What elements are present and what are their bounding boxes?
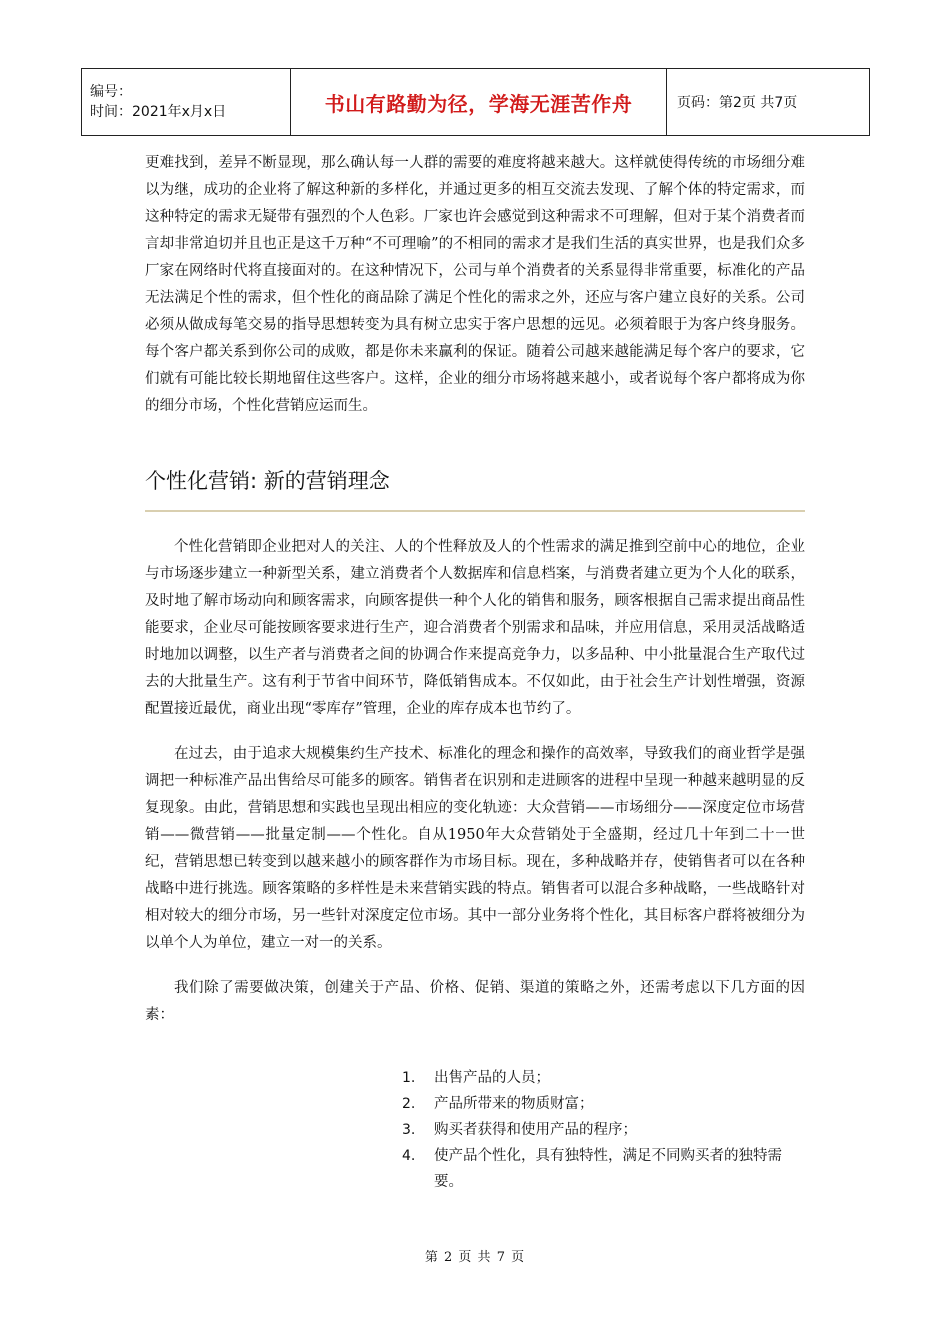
paragraph-3: 在过去，由于追求大规模集约生产技术、标准化的理念和操作的高效率，导致我们的商业哲学是强调把一种标准产品出售给尽可能多的顾客。销售者在识别和走进顾客的进程中呈现一种越来越明显的反复现象。由此，营销思想和实践也呈现出相应的变化轨迹：大众营销——市场细分——深度定位市场营销——微营销——批量定制——个性化。自从1950年大众营销处于全盛期，经过几十年到二十一世纪，营销思想已转变到以越来越小的顾客群作为市场目标。现在，多种战略并存，使销售者可以在各种战略中进行挑选。顾客策略的多样性是未来营销实践的特点。销售者可以混合多种战略，一些战略针对相对较大的细分市场，另一些针对深度定位市场。其中一部分业务将个性化，其目标客户群将被细分为以单个人为单位，建立一对一的关系。 <box>145 746 805 951</box>
factor-list <box>398 1065 798 1195</box>
header-page-info: 页码：第2页 共7页 <box>667 69 870 136</box>
list-text: 使产品个性化，具有独特性，满足不同购买者的独特需要。 <box>434 1148 782 1190</box>
list-number: 3. <box>402 1122 416 1138</box>
paragraph-4: 我们除了需要做决策，创建关于产品、价格、促销、渠道的策略之外，还需考虑以下几方面的因素： <box>145 980 805 1023</box>
list-text: 出售产品的人员； <box>434 1070 550 1086</box>
header-meta-cell <box>82 69 291 136</box>
list-number: 2. <box>402 1096 416 1112</box>
header-table <box>81 68 870 136</box>
paragraph-1: 更难找到，差异不断显现，那么确认每一人群的需要的难度将越来越大。这样就使得传统的市场细分难以为继，成功的企业将了解这种新的多样化，并通过更多的相互交流去发现、了解个体的特定需求，而这种特定的需求无疑带有强烈的个人色彩。厂家也许会感觉到这种需求不可理解，但对于某个消费者而言却非常迫切并且也正是这千万种“不可理喻”的不相同的需求才是我们生活的真实世界，也是我们众多厂家在网络时代将直接面对的。在这种情况下，公司与单个消费者的关系显得非常重要，标准化的产品无法满足个性的需求，但个性化的商品除了满足个性化的需求之外，还应与客户建立良好的关系。公司必须从做成每笔交易的指导思想转变为具有树立忠实于客户思想的远见。必须着眼于为客户终身服务。每个客户都关系到你公司的成败，都是你未来赢利的保证。随着公司越来越能满足每个客户的要求，它们就有可能比较长期地留住这些客户。这样，企业的细分市场将越来越小，或者说每个客户都将成为你的细分市场，个性化营销应运而生。 <box>145 155 805 414</box>
list-number: 4. <box>402 1148 416 1164</box>
section-heading: 个性化营销: 新的营销理念 <box>145 469 390 493</box>
list-item <box>398 1117 798 1143</box>
list-text: 购买者获得和使用产品的程序； <box>434 1122 637 1138</box>
paragraph-2: 个性化营销即企业把对人的关注、人的个性释放及人的个性需求的满足推到空前中心的地位，企业与市场逐步建立一种新型关系，建立消费者个人数据库和信息档案，与消费者建立更为个人化的联系，及时地了解市场动向和顾客需求，向顾客提供一种个人化的销售和服务，顾客根据自己需求提出商品性能要求，企业尽可能按顾客要求进行生产，迎合消费者个别需求和品味，并应用信息，采用灵活战略适时地加以调整，以生产者与消费者之间的协调合作来提高竞争力，以多品种、中小批量混合生产取代过去的大批量生产。这有利于节省中间环节，降低销售成本。不仅如此，由于社会生产计划性增强，资源配置接近最优，商业出现“零库存”管理，企业的库存成本也节约了。 <box>145 539 805 717</box>
header-motto: 书山有路勤为径，学海无涯苦作舟 <box>291 69 667 136</box>
list-text: 产品所带来的物质财富； <box>434 1096 594 1112</box>
list-item <box>398 1091 798 1117</box>
document-body <box>145 150 805 1047</box>
list-item <box>398 1065 798 1091</box>
list-number: 1. <box>402 1070 416 1086</box>
list-item <box>398 1143 798 1195</box>
heading-divider <box>145 510 805 512</box>
page-footer: 第 2 页 共 7 页 <box>424 1250 526 1265</box>
code-label: 编号： <box>90 84 132 100</box>
date-label: 时间：2021年x月x日 <box>90 104 227 120</box>
